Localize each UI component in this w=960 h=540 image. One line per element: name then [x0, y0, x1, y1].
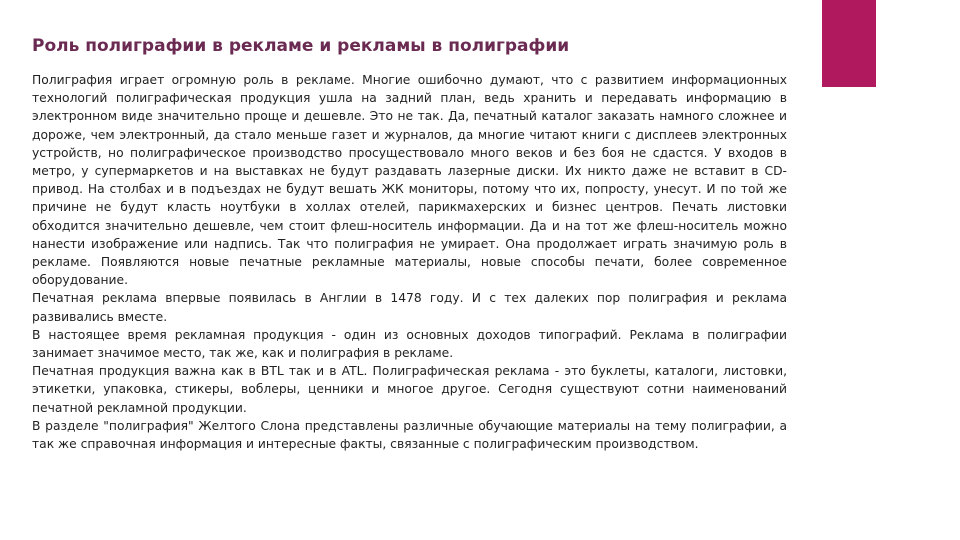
- slide-title: Роль полиграфии в рекламе и рекламы в полиграфии: [32, 36, 570, 56]
- body-paragraph-section: В разделе "полиграфия" Желтого Слона представлены различные обучающие материалы на тему полиграфии, а так же справочная информация и интересные факты, связанные с полиграфическим производством.: [32, 418, 787, 452]
- body-paragraph-products: Печатная продукция важна как в BTL так и в ATL. Полиграфическая реклама - это буклеты, каталоги, листовки, этикетки, упаковка, стикеры, воблеры, ценники и многое другое. Сегодня существуют сотни наименований печатной рекламной продукции.: [32, 364, 787, 415]
- accent-bar: [822, 0, 876, 87]
- body-paragraph-history: Печатная реклама впервые появилась в Англии в 1478 году. И с тех далеких пор полиграфия и реклама развивались вместе.: [32, 291, 787, 324]
- body-paragraph-present: В настоящее время рекламная продукция - один из основных доходов типографий. Реклама в полиграфии занимает значимое место, так же, как и полиграфия в рекламе.: [32, 327, 787, 361]
- body-paragraph-intro: Полиграфия играет огромную роль в рекламе. Многие ошибочно думают, что с развитием информационных технологий полиграфическая продукция ушла на задний план, ведь хранить и передавать информацию в электронном виде значительно проще и дешевле. Это не так. Да, печатный каталог заказать намного сложнее и дороже, чем электронный, да стало меньше газет и журналов, да многие читают книги с дисплеев электронных устройств, но полиграфическое производство просуществовало много веков и без боя не сдастся. У входов в метро, у супермаркетов и на выставках не будут раздавать лазерные диски. Их никто даже не вставит в CD-привод. На столбах и в подъездах не будут вешать ЖК мониторы, потому что их, попросту, унесут. И по той же причине не будут класть ноутбуки в холлах отелей, парикмахерских и бизнес центров. Печать листовки обходится значительно дешевле, чем стоит флеш-носитель информации. Да и на тот же флеш-носитель можно нанести изображение или надпись. Так что полиграфия не умирает. Она продолжает играть значимую роль в рекламе. Появляются новые печатные рекламные материалы, новые способы печати, более современное оборудование.: [32, 73, 787, 288]
- slide-body: [32, 71, 787, 453]
